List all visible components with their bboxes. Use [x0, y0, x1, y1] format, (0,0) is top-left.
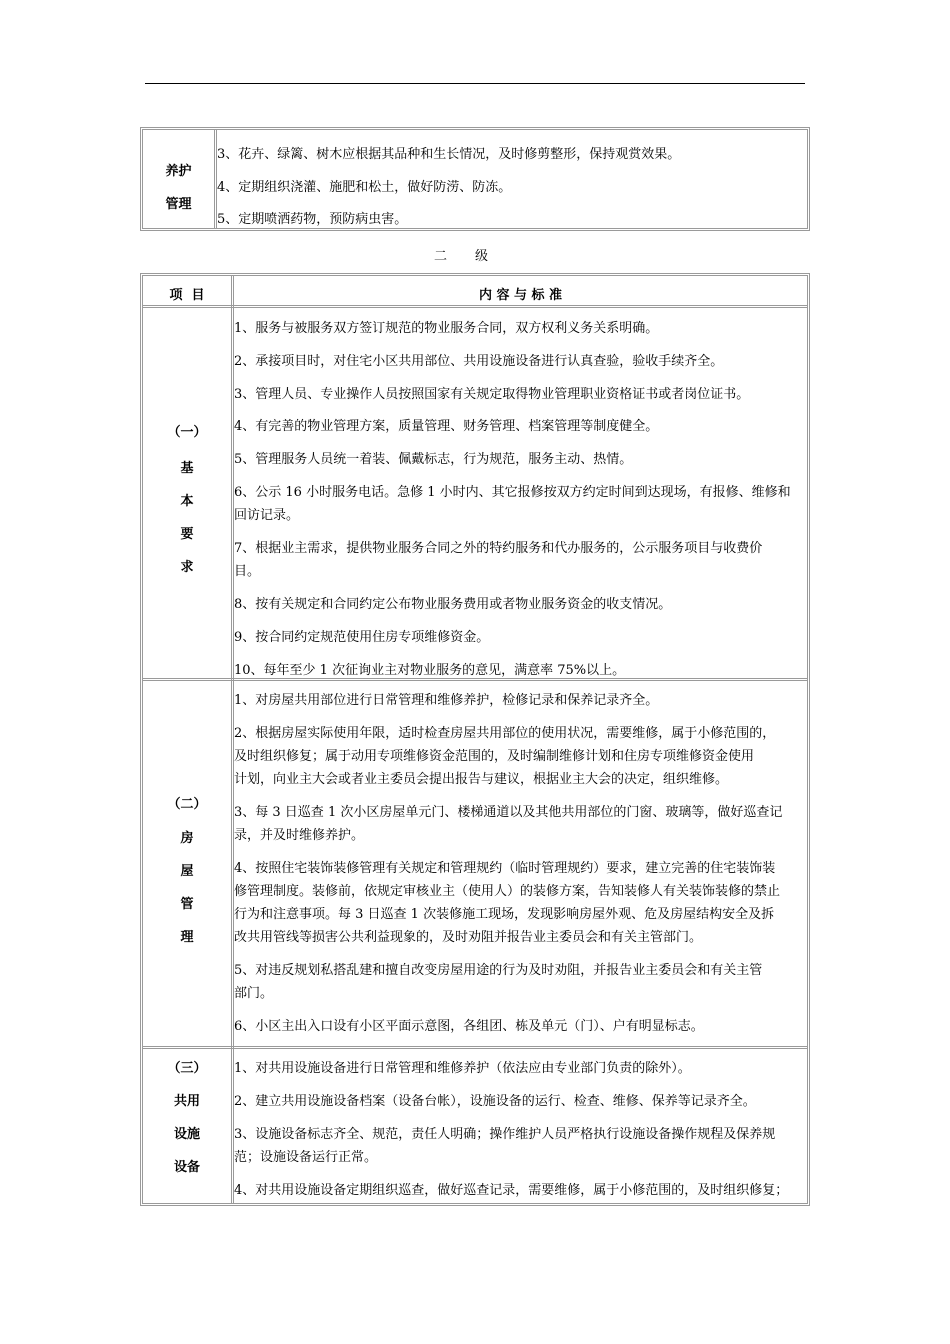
maintenance-label-cell: [143, 130, 217, 228]
maintenance-item: 5、定期喷洒药物，预防病虫害。: [217, 212, 408, 227]
content-line: 3、设施设备标志齐全、规范，责任人明确；操作维护人员严格执行设施设备操作规程及保养规: [234, 1127, 776, 1142]
section-building: [143, 678, 807, 1049]
content-line: 5、对违反规划私搭乱建和擅自改变房屋用途的行为及时劝阻，并报告业主委员会和有关主管: [234, 963, 763, 978]
section-facilities: [143, 1046, 807, 1206]
content-line: 2、建立共用设施设备档案（设备台帐），设施设备的运行、检查、维修、保养等记录齐全。: [234, 1094, 756, 1109]
content-line: 3、每 3 日巡查 1 次小区房屋单元门、楼梯通道以及其他共用部位的门窗、玻璃等，做好巡查记: [234, 805, 783, 820]
section-label: 本: [180, 494, 194, 509]
section-basic: [143, 305, 807, 681]
content-line: 4、按照住宅装饰装修管理有关规定和管理规约（临时管理规约）要求，建立完善的住宅装饰装: [234, 861, 776, 876]
content-line: 5、管理服务人员统一着装、佩戴标志，行为规范，服务主动、热情。: [234, 452, 633, 467]
content-line: 修管理制度。装修前，依规定审核业主（使用人）的装修方案，告知装修人有关装饰装修的禁止: [234, 884, 781, 899]
section-label: 房: [180, 831, 194, 846]
content-line: 部门。: [234, 986, 274, 1001]
content-line: 3、管理人员、专业操作人员按照国家有关规定取得物业管理职业资格证书或者岗位证书。: [234, 387, 750, 402]
content-line: 1、服务与被服务双方签订规范的物业服务合同，双方权利义务关系明确。: [234, 321, 659, 336]
content-line: 4、有完善的物业管理方案，质量管理、财务管理、档案管理等制度健全。: [234, 419, 659, 434]
section-label: 共用: [173, 1094, 200, 1109]
content-line: 1、对共用设施设备进行日常管理和维修养护（依法应由专业部门负责的除外）。: [234, 1061, 691, 1076]
level-title: 二级: [433, 249, 516, 264]
maintenance-item: 4、定期组织浇灌、施肥和松土，做好防涝、防冻。: [217, 180, 512, 195]
section-label: （一）: [167, 425, 207, 440]
section-label: 屋: [180, 864, 194, 879]
section-label: 设施: [173, 1127, 200, 1142]
maintenance-label-2: 管理: [165, 197, 192, 212]
content-line: 8、按有关规定和合同约定公布物业服务费用或者物业服务资金的收支情况。: [234, 597, 672, 612]
content-line: 6、公示 16 小时服务电话。急修 1 小时内、其它报修按双方约定时间到达现场，有报修、维修和: [234, 485, 791, 500]
content-line: 7、根据业主需求，提供物业服务合同之外的特约服务和代办服务的，公示服务项目与收费价: [234, 541, 763, 556]
content-line: 10、每年至少 1 次征询业主对物业服务的意见，满意率 75%以上。: [234, 663, 626, 678]
content-line: 及时组织修复；属于动用专项维修资金范围的，及时编制维修计划和住房专项维修资金使用: [234, 749, 755, 764]
content-line: 2、承接项目时，对住宅小区共用部位、共用设施设备进行认真查验，验收手续齐全。: [234, 354, 724, 369]
standards-table: [140, 273, 810, 1206]
content-line: 行为和注意事项。每 3 日巡查 1 次装修施工现场，发现影响房屋外观、危及房屋结构安全及拆: [234, 907, 775, 922]
header-content: 内 容 与 标 准: [478, 288, 563, 303]
section-label: 管: [180, 897, 194, 912]
header-item: 项 目: [169, 288, 205, 303]
section-label: 要: [180, 527, 194, 542]
content-line: 回访记录。: [234, 508, 300, 523]
content-line: 4、对共用设施设备定期组织巡查，做好巡查记录，需要维修，属于小修范围的，及时组织修复；: [234, 1183, 789, 1198]
content-line: 目。: [234, 564, 261, 579]
content-line: 6、小区主出入口设有小区平面示意图，各组团、栋及单元（门）、户有明显标志。: [234, 1019, 704, 1034]
content-line: 改共用管线等损害公共利益现象的，及时劝阻并报告业主委员会和有关主管部门。: [234, 930, 703, 945]
content-line: 录，并及时维修养护。: [234, 828, 365, 843]
maintenance-table: [140, 127, 810, 231]
content-line: 计划，向业主大会或者业主委员会提出报告与建议，根据业主大会的决定，组织维修。: [234, 772, 729, 787]
content-line: 范；设施设备运行正常。: [234, 1150, 378, 1165]
maintenance-label-1: 养护: [165, 164, 192, 179]
section-label: 求: [180, 560, 194, 575]
section-label: 设备: [173, 1160, 200, 1175]
section-label: （三）: [167, 1061, 207, 1076]
content-line: 9、按合同约定规范使用住房专项维修资金。: [234, 630, 490, 645]
maintenance-item: 3、花卉、绿篱、树木应根据其品种和生长情况，及时修剪整形，保持观赏效果。: [217, 147, 681, 162]
maintenance-content-cell: [217, 130, 807, 228]
content-line: 2、根据房屋实际使用年限，适时检查房屋共用部位的使用状况，需要维修，属于小修范围的，: [234, 726, 776, 741]
section-label: 基: [180, 461, 194, 476]
section-label: 理: [180, 930, 194, 945]
section-label: （二）: [167, 797, 207, 812]
header-rule: [145, 83, 805, 84]
content-line: 1、对房屋共用部位进行日常管理和维修养护，检修记录和保养记录齐全。: [234, 693, 659, 708]
